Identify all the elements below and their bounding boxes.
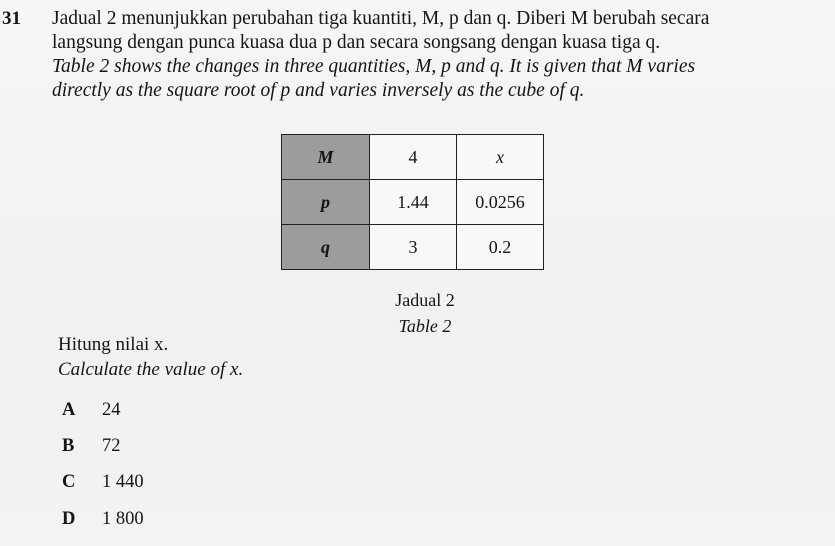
row-header-m: M <box>282 135 370 180</box>
option-a[interactable] <box>62 400 121 421</box>
prompt-english: Calculate the value of x. <box>58 359 244 380</box>
option-value: 1 440 <box>102 472 144 492</box>
stem-english-line-1: Table 2 shows the changes in three quantities, M, p and q. It is given that M varies <box>52 56 696 77</box>
option-value: 1 800 <box>102 509 144 529</box>
table-cell: x <box>457 135 544 180</box>
question-stem <box>52 7 822 103</box>
option-value: 72 <box>102 436 121 456</box>
table-cell: 0.2 <box>457 225 544 270</box>
option-value: 24 <box>102 400 121 420</box>
option-letter: C <box>62 472 76 492</box>
row-header-p: p <box>282 180 370 225</box>
data-table <box>281 134 544 270</box>
option-c[interactable] <box>62 472 144 493</box>
table-row <box>282 180 544 225</box>
stem-malay-line-1: Jadual 2 menunjukkan perubahan tiga kuantiti, M, p dan q. Diberi M berubah secara <box>52 8 710 29</box>
table-cell: 4 <box>370 135 457 180</box>
option-b[interactable] <box>62 436 121 457</box>
table-cell: 0.0256 <box>457 180 544 225</box>
stem-malay-line-2: langsung dengan punca kuasa dua p dan secara songsang dengan kuasa tiga q. <box>52 32 661 53</box>
question-number: 31 <box>2 8 21 29</box>
table-cell: 3 <box>370 225 457 270</box>
option-letter: A <box>62 400 76 420</box>
prompt-malay: Hitung nilai x. <box>58 334 169 355</box>
table-row <box>282 135 544 180</box>
table-caption-english: Table 2 <box>398 316 452 336</box>
table-caption-malay: Jadual 2 <box>395 290 455 310</box>
table-row <box>282 225 544 270</box>
option-d[interactable] <box>62 509 144 530</box>
stem-english-line-2: directly as the square root of p and varies inversely as the cube of q. <box>52 80 585 101</box>
option-letter: B <box>62 436 75 456</box>
row-header-q: q <box>282 225 370 270</box>
table-cell: 1.44 <box>370 180 457 225</box>
option-letter: D <box>62 509 76 529</box>
